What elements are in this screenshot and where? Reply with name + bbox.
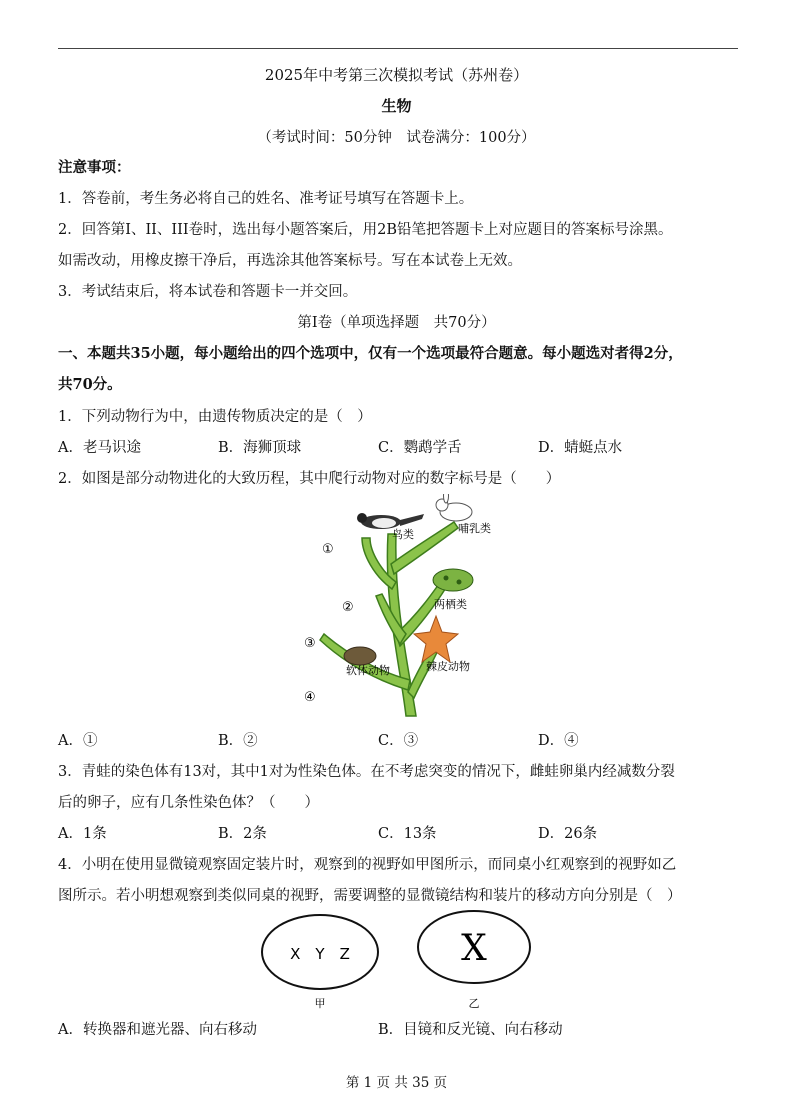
label-mammal: 哺乳类	[458, 522, 491, 535]
q4-stem-cont: 图所示。若小明想观察到类似同桌的视野，需要调整的显微镜结构和装片的移动方向分别是（ ）	[58, 888, 682, 904]
view-jia-text: X Y Z	[290, 945, 350, 963]
number-2: ②	[342, 600, 354, 615]
microscope-view-figure	[258, 910, 550, 1012]
frog-icon	[433, 569, 473, 591]
view-jia-caption: 甲	[314, 997, 326, 1010]
page-footer: 第 1 页 共 35 页	[345, 1075, 448, 1091]
q1-option-c[interactable]: C．鹦鹉学舌	[378, 440, 462, 456]
q3-option-b[interactable]: B．2条	[218, 826, 267, 842]
section-instruction: 一、本题共35小题，每小题给出的四个选项中，仅有一个选项最符合题意。每小题选对者得2分，	[58, 345, 683, 362]
label-amphibian: 两栖类	[434, 598, 467, 611]
view-yi-caption: 乙	[468, 997, 480, 1010]
label-mollusk: 软体动物	[346, 664, 390, 677]
q1-option-a[interactable]: A．老马识途	[58, 440, 141, 456]
q1-option-b[interactable]: B．海狮顶球	[218, 440, 302, 456]
header-rule	[58, 48, 738, 49]
q3-option-c[interactable]: C．13条	[378, 826, 437, 842]
q3-stem-cont: 后的卵子，应有几条性染色体？（ ）	[58, 795, 319, 811]
notice-item-1: 1．答卷前，考生务必将自己的姓名、准考证号填写在答题卡上。	[58, 191, 474, 207]
notice-item-2-cont: 如需改动，用橡皮擦干净后，再选涂其他答案标号。写在本试卷上无效。	[58, 253, 522, 269]
exam-info: （考试时间：50分钟 试卷满分：100分）	[257, 130, 536, 146]
q2-option-d[interactable]: D．④	[538, 733, 579, 749]
q1-stem: 1．下列动物行为中，由遗传物质决定的是（ ）	[58, 409, 372, 425]
label-echinoderm: 棘皮动物	[426, 660, 470, 673]
subject-title: 生物	[381, 97, 412, 115]
q4-stem: 4．小明在使用显微镜观察固定装片时，观察到的视野如甲图所示，而同桌小红观察到的视野如乙	[58, 857, 677, 873]
mollusk-icon	[344, 647, 376, 665]
section-title: 第I卷（单项选择题 共70分）	[297, 315, 496, 331]
q2-option-a[interactable]: A．①	[58, 733, 98, 749]
q2-option-c[interactable]: C．③	[378, 733, 419, 749]
q3-option-d[interactable]: D．26条	[538, 826, 598, 842]
evolution-tree-figure	[296, 494, 506, 718]
notice-item-2: 2．回答第I、II、III卷时，选出每小题答案后，用2B铅笔把答题卡上对应题目的答案标号涂黑。	[58, 222, 673, 238]
bird-icon	[357, 513, 424, 529]
q3-stem: 3．青蛙的染色体有13对，其中1对为性染色体。在不考虑突变的情况下，雌蛙卵巢内经减数分裂	[58, 764, 675, 780]
q4-option-a[interactable]: A．转换器和遮光器、向右移动	[58, 1022, 257, 1038]
q3-option-a[interactable]: A．1条	[58, 826, 107, 842]
q2-option-b[interactable]: B．②	[218, 733, 258, 749]
exam-title: 2025年中考第三次模拟考试（苏州卷）	[264, 66, 529, 84]
label-bird: 鸟类	[392, 528, 414, 541]
q1-option-d[interactable]: D．蜻蜓点水	[538, 440, 623, 456]
number-3: ③	[304, 636, 316, 651]
q2-stem: 2．如图是部分动物进化的大致历程，其中爬行动物对应的数字标号是（ ）	[58, 471, 561, 487]
number-4: ④	[304, 690, 316, 705]
section-instruction-cont: 共70分。	[58, 376, 122, 393]
notice-heading: 注意事项：	[58, 159, 131, 176]
view-yi-text: X	[461, 928, 487, 969]
rabbit-icon	[436, 494, 472, 521]
notice-item-3: 3．考试结束后，将本试卷和答题卡一并交回。	[58, 284, 358, 300]
q4-option-b[interactable]: B．目镜和反光镜、向右移动	[378, 1022, 563, 1038]
number-1: ①	[322, 542, 334, 557]
